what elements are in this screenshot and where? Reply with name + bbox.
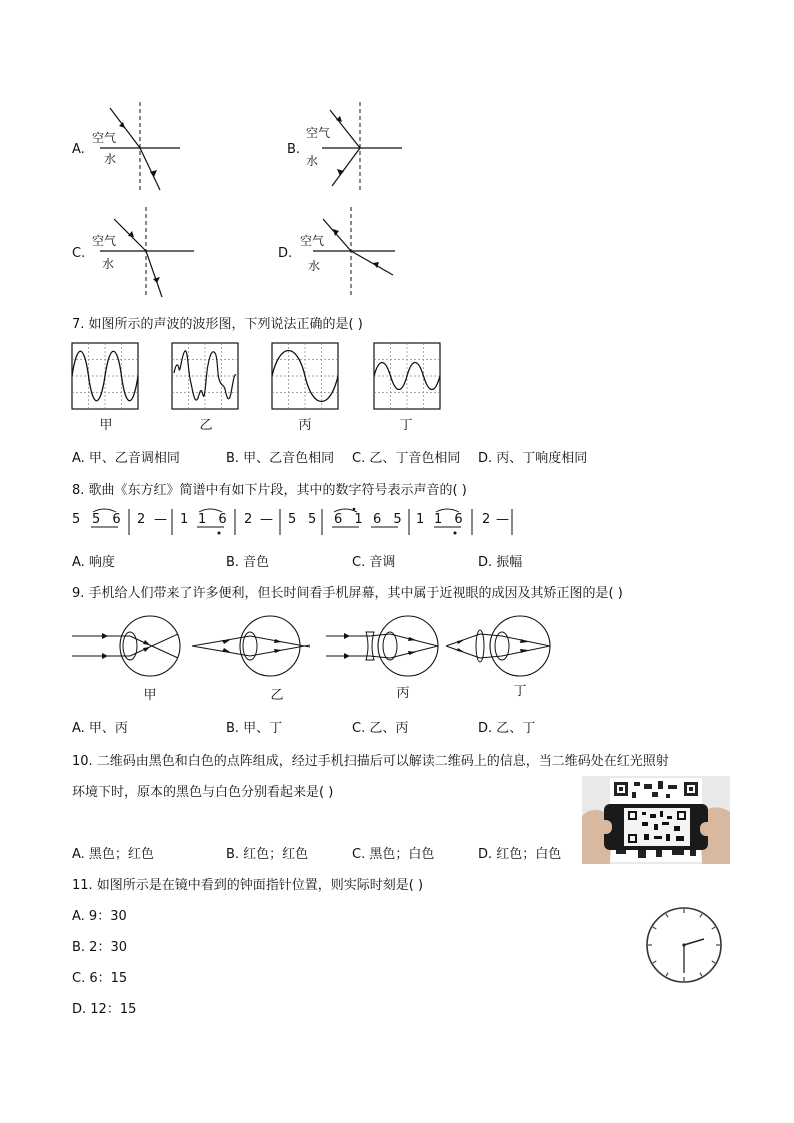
q8-option-c[interactable]: C. 音调 (352, 555, 396, 570)
q8-option-b[interactable]: B. 音色 (226, 555, 270, 570)
q11-option-a[interactable]: A. 9：30 (72, 909, 127, 924)
q8-note-7: 2 (244, 512, 253, 527)
q7-option-b[interactable]: B. 甲、乙音色相同 (226, 451, 335, 466)
q7-label-ding: 丁 (399, 418, 413, 433)
qr-code-phone-photo (582, 776, 730, 864)
q6-option-a-diagram (90, 100, 190, 195)
q10-option-b[interactable]: B. 红色；红色 (226, 847, 309, 862)
q6-option-d-letter: D. (278, 246, 293, 261)
q8-note-14: 1 6 (434, 512, 467, 527)
q6-option-d-upper-label: 空气 (300, 234, 325, 248)
q8-note-16: — (496, 512, 509, 527)
q9-eye-diagrams (70, 614, 560, 680)
q6-option-b-upper-label: 空气 (306, 126, 331, 140)
q11-option-d[interactable]: D. 12：15 (72, 1002, 137, 1017)
q10-stem-line1: 10. 二维码由黑色和白色的点阵组成，经过手机扫描后可以解读二维码上的信息，当二维码处在红光照射 (72, 754, 669, 769)
q11-option-b[interactable]: B. 2：30 (72, 940, 127, 955)
q6-option-b-lower-label: 水 (306, 154, 319, 168)
q8-note-8: — (260, 512, 273, 527)
q8-note-11: 6 1 (334, 512, 367, 527)
q8-stem: 8. 歌曲《东方红》简谱中有如下片段，其中的数字符号表示声音的( ) (72, 483, 467, 498)
q9-label-bing: 丙 (396, 686, 410, 701)
q9-label-ding: 丁 (513, 684, 527, 699)
eye-diagram-bing (326, 616, 438, 676)
q6-option-a-letter: A. (72, 142, 85, 157)
q11-stem: 11. 如图所示是在镜中看到的钟面指针位置，则实际时刻是( ) (72, 878, 424, 893)
q6-option-a-upper-label: 空气 (92, 131, 117, 145)
q10-stem-line2: 环境下时，原本的黑色与白色分别看起来是( ) (72, 785, 334, 800)
q9-option-c[interactable]: C. 乙、丙 (352, 721, 409, 736)
q8-note-5: 1 (180, 512, 189, 527)
q7-option-a[interactable]: A. 甲、乙音调相同 (72, 451, 180, 466)
q7-label-jia: 甲 (99, 418, 113, 433)
q9-label-jia: 甲 (143, 688, 157, 703)
q8-note-9: 5 (288, 512, 297, 527)
q8-note-6: 1 6 (198, 512, 231, 527)
q9-option-d[interactable]: D. 乙、丁 (478, 721, 536, 736)
q6-option-c-letter: C. (72, 246, 86, 261)
q8-note-10: 5 (308, 512, 317, 527)
q6-option-c-lower-label: 水 (102, 257, 115, 271)
q7-label-bing: 丙 (298, 418, 312, 433)
q8-note-15: 2 (482, 512, 491, 527)
mirror-clock-face (644, 905, 724, 985)
q6-option-a-lower-label: 水 (104, 152, 117, 166)
q8-note-2: 5 6 (92, 512, 125, 527)
q10-option-d[interactable]: D. 红色；白色 (478, 847, 562, 862)
q8-option-a[interactable]: A. 响度 (72, 555, 115, 570)
q8-note-4: — (154, 512, 167, 527)
q6-option-c-upper-label: 空气 (92, 234, 117, 248)
q7-label-yi: 乙 (199, 418, 213, 433)
eye-diagram-ding (446, 616, 550, 676)
q9-option-b[interactable]: B. 甲、丁 (226, 721, 283, 736)
eye-diagram-yi (192, 616, 310, 676)
q6-option-c-diagram (90, 205, 200, 300)
waveform-jia (72, 343, 138, 409)
waveform-yi (172, 343, 238, 409)
q7-option-c[interactable]: C. 乙、丁音色相同 (352, 451, 461, 466)
q10-option-c[interactable]: C. 黑色；白色 (352, 847, 435, 862)
eye-diagram-jia (72, 616, 180, 676)
waveform-ding (374, 343, 440, 409)
q6-option-d-lower-label: 水 (308, 259, 321, 273)
q8-option-d[interactable]: D. 振幅 (478, 555, 523, 570)
q8-note-13: 1 (416, 512, 425, 527)
q8-note-12: 6 5 (373, 512, 406, 527)
q9-stem: 9. 手机给人们带来了许多便利，但长时间看手机屏幕，其中属于近视眼的成因及其矫正图的是( ) (72, 586, 623, 601)
q11-option-c[interactable]: C. 6：15 (72, 971, 128, 986)
q6-option-b-diagram (300, 100, 410, 195)
q8-note-1: 5 (72, 512, 81, 527)
q9-option-a[interactable]: A. 甲、丙 (72, 721, 128, 736)
q6-option-b-letter: B. (287, 142, 301, 157)
q8-note-3: 2 (137, 512, 146, 527)
q9-label-yi: 乙 (270, 688, 284, 703)
q10-option-a[interactable]: A. 黑色；红色 (72, 847, 154, 862)
q6-option-d-diagram (295, 205, 405, 300)
waveform-bing (272, 343, 338, 409)
q7-stem: 7. 如图所示的声波的波形图，下列说法正确的是( ) (72, 317, 363, 332)
q7-waveform-figures (70, 340, 450, 412)
q7-option-d[interactable]: D. 丙、丁响度相同 (478, 451, 588, 466)
